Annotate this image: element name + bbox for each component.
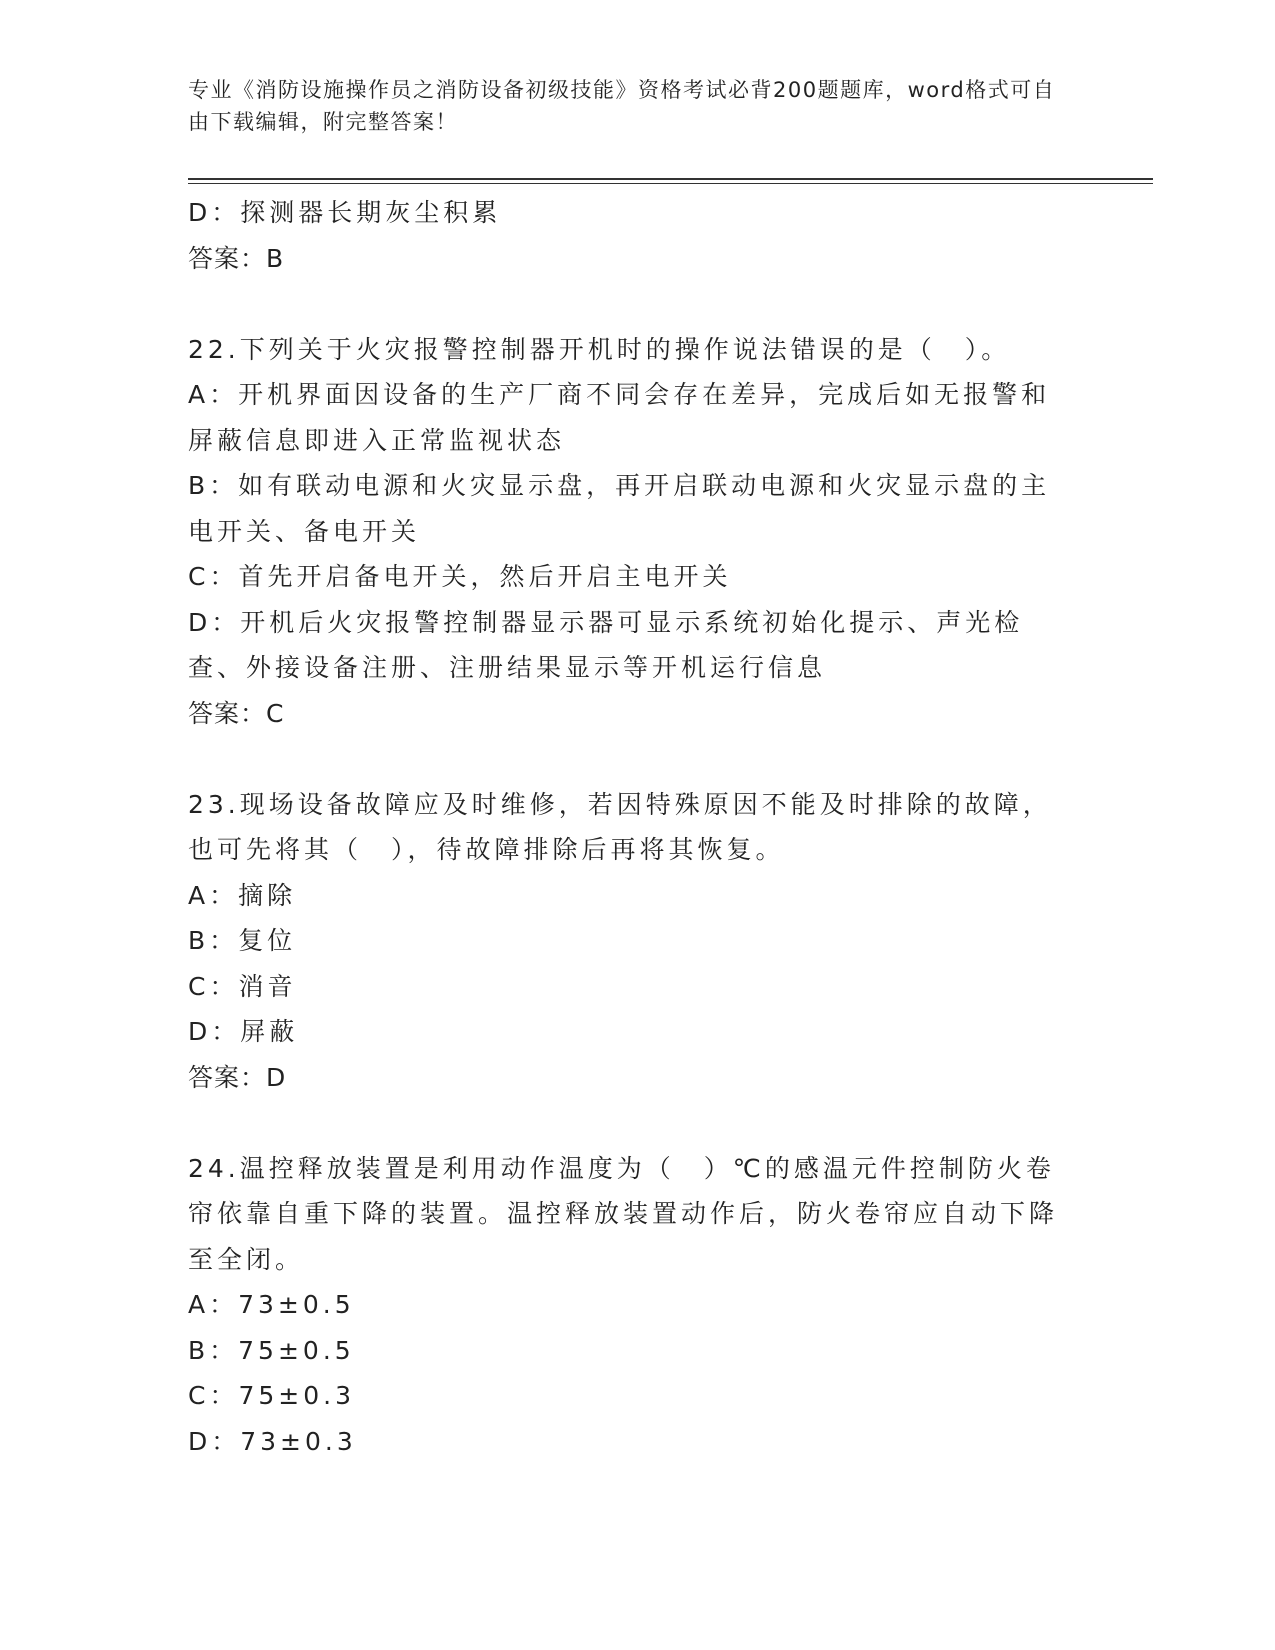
option-d: D：屏蔽 (188, 1017, 299, 1046)
header-divider-thin (188, 183, 1153, 184)
spacer (188, 1100, 1078, 1146)
option-c: C：首先开启备电开关，然后开启主电开关 (188, 562, 732, 591)
answer: 答案：D (188, 1062, 287, 1092)
option-c: C：75±0.3 (188, 1381, 355, 1410)
option-d: D：73±0.3 (188, 1426, 357, 1456)
question-22 (188, 327, 1078, 737)
answer: 答案：C (188, 698, 285, 728)
prev-answer: 答案：B (188, 243, 285, 273)
spacer (188, 281, 1078, 327)
option-a: A：开机界面因设备的生产厂商不同会存在差异，完成后如无报警和屏蔽信息即进入正常监视状态 (188, 380, 1051, 455)
option-d: D：开机后火灾报警控制器显示器可显示系统初始化提示、声光检查、外接设备注册、注册结果显示等开机运行信息 (188, 607, 1024, 682)
question-24 (188, 1146, 1078, 1465)
option-c: C：消音 (188, 971, 297, 1001)
document-header: 专业《消防设施操作员之消防设备初级技能》资格考试必背200题题库，word格式可自由下载编辑，附完整答案！ (188, 78, 1056, 134)
question-23 (188, 782, 1078, 1101)
question-stem: 24.温控释放装置是利用动作温度为（ ）℃的感温元件控制防火卷帘依靠自重下降的装置。温控释放装置动作后，防火卷帘应自动下降至全闭。 (188, 1153, 1059, 1274)
option-b: B：复位 (188, 926, 297, 955)
option-b: B：75±0.5 (188, 1335, 355, 1365)
option-a: A：摘除 (188, 880, 297, 910)
prev-option-d: D：探测器长期灰尘积累 (188, 198, 502, 227)
spacer (188, 736, 1078, 782)
question-stem: 22.下列关于火灾报警控制器开机时的操作说法错误的是（ ）。 (188, 334, 1011, 364)
header-divider-thick (188, 178, 1153, 180)
question-stem: 23.现场设备故障应及时维修，若因特殊原因不能及时排除的故障，也可先将其（ ），待故障排除后再将其恢复。 (188, 789, 1052, 864)
option-a: A：73±0.5 (188, 1290, 355, 1319)
option-b: B：如有联动电源和火灾显示盘，再开启联动电源和火灾显示盘的主电开关、备电开关 (188, 471, 1051, 546)
question-content (188, 190, 1078, 1464)
